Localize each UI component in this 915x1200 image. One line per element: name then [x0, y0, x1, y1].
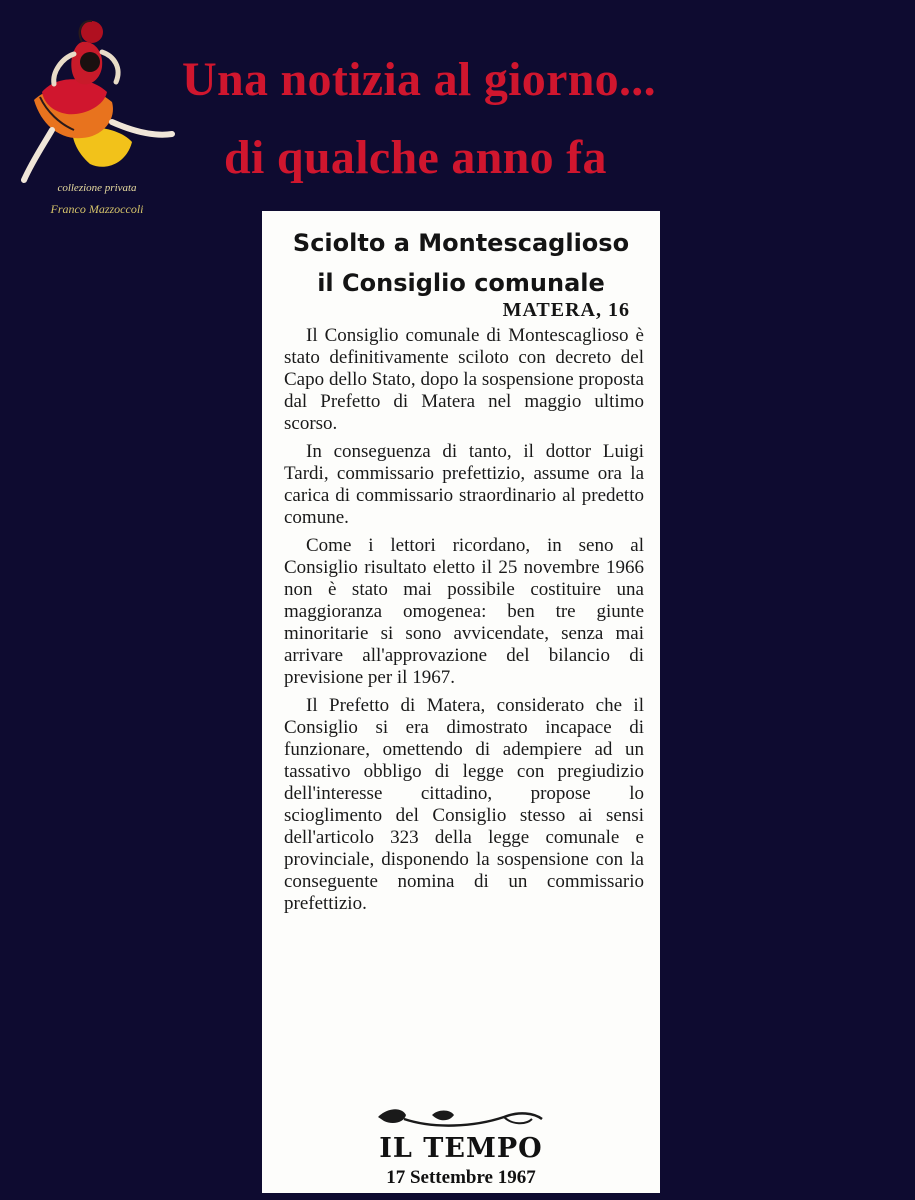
newspaper-source: IL TEMPO [379, 1133, 543, 1164]
newspaper-clipping [262, 211, 660, 1193]
article-body [284, 325, 644, 921]
logo-caption-collection: collezione privata [57, 182, 137, 194]
article-paragraph: Come i lettori ricordano, in seno al Consiglio risultato eletto il 25 novembre 1966 non è stato mai possibile costituire una maggioranza omogenea: ben tre giunte minoritarie si sono avvicendate, senza mai arrivare all'approvazione del bilancio di previsione per il 1967. [284, 535, 644, 688]
headline-line-2: di qualche anno fa [224, 131, 607, 184]
dancer-figure-icon [12, 12, 182, 187]
headline-line-1: Una notizia al giorno... [182, 53, 656, 106]
logo-caption-owner: Franco Mazzoccoli [50, 202, 144, 216]
ornament-flourish-icon [374, 1103, 549, 1131]
article-paragraph: Il Prefetto di Matera, considerato che il Consiglio si era dimostrato incapace di funzionare, omettendo di adempiere ad un tassativo obbligo di legge con pregiudizio dell'interesse cittadino, propose lo scioglimento del Consiglio stesso ai sensi dell'articolo 323 della legge comunale e provinciale, disponendo la sospensione con la conseguente nomina di un commissario prefettizio. [284, 695, 644, 914]
article-paragraph: In conseguenza di tanto, il dottor Luigi Tardi, commissario prefettizio, assume ora la carica di commissario straordinario al predetto comune. [284, 441, 644, 528]
collection-logo [12, 12, 182, 222]
article-title-line-2: il Consiglio comunale [317, 269, 605, 297]
article-paragraph: Il Consiglio comunale di Montescaglioso è stato definitivamente sciloto con decreto del Capo dello Stato, dopo la sospensione proposta dal Prefetto di Matera nel maggio ultimo scorso. [284, 325, 644, 434]
article-dateline: MATERA, 16 [502, 299, 630, 321]
article-title-line-1: Sciolto a Montescaglioso [292, 229, 630, 257]
publication-date: 17 Settembre 1967 [386, 1167, 536, 1188]
